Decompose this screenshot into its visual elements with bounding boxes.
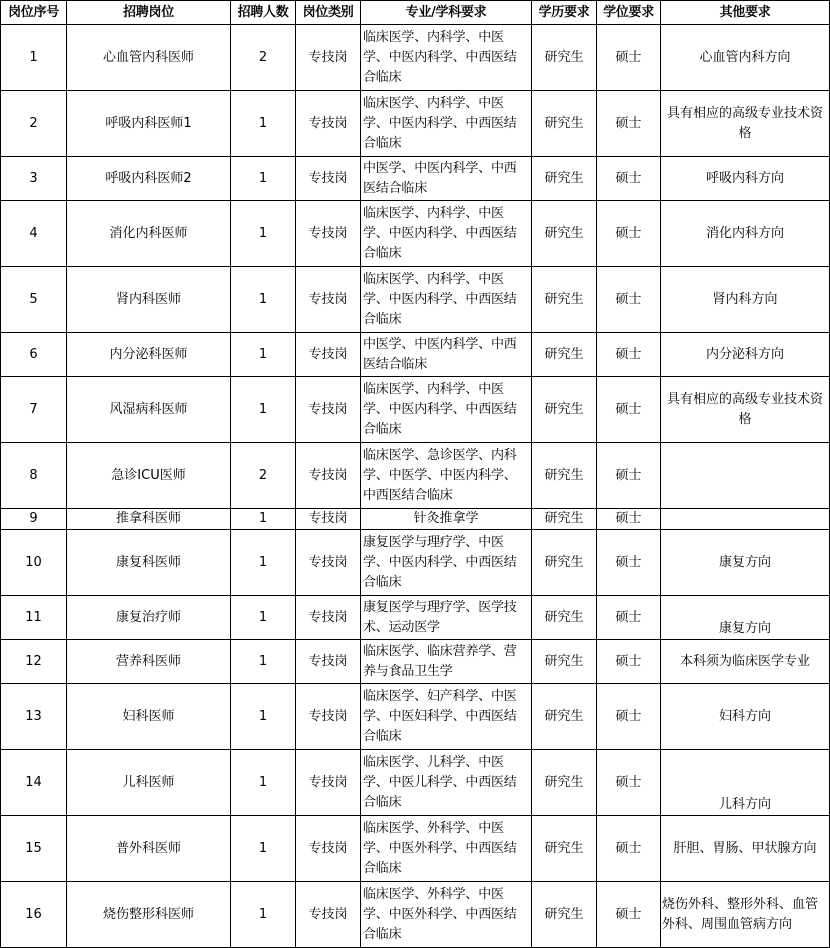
cell-other: 妇科方向	[661, 684, 830, 750]
cell-post-no: 6	[1, 333, 67, 377]
cell-degree: 硕士	[597, 91, 661, 157]
cell-other: 康复方向	[661, 596, 830, 640]
cell-major: 临床医学、内科学、中医学、中医内科学、中西医结合临床	[361, 377, 532, 443]
cell-degree: 硕士	[597, 596, 661, 640]
cell-degree: 硕士	[597, 377, 661, 443]
cell-count: 1	[231, 640, 296, 684]
cell-post: 普外科医师	[67, 816, 231, 882]
cell-count: 1	[231, 684, 296, 750]
table-row	[1, 640, 830, 684]
cell-post-no: 13	[1, 684, 67, 750]
cell-major: 针灸推拿学	[361, 509, 532, 530]
cell-post-no: 10	[1, 530, 67, 596]
cell-degree: 硕士	[597, 333, 661, 377]
cell-post: 肾内科医师	[67, 267, 231, 333]
cell-education: 研究生	[532, 684, 597, 750]
cell-category: 专技岗	[296, 157, 361, 201]
cell-category: 专技岗	[296, 509, 361, 530]
table-row	[1, 684, 830, 750]
cell-other: 烧伤外科、整形外科、血管外科、周围血管病方向	[661, 882, 830, 948]
cell-major: 临床医学、外科学、中医学、中医外科学、中西医结合临床	[361, 882, 532, 948]
cell-count: 1	[231, 530, 296, 596]
cell-degree: 硕士	[597, 25, 661, 91]
cell-degree: 硕士	[597, 157, 661, 201]
cell-education: 研究生	[532, 530, 597, 596]
cell-count: 1	[231, 267, 296, 333]
cell-post: 呼吸内科医师1	[67, 91, 231, 157]
table-row	[1, 201, 830, 267]
cell-count: 1	[231, 201, 296, 267]
cell-post: 急诊ICU医师	[67, 443, 231, 509]
cell-category: 专技岗	[296, 201, 361, 267]
cell-post: 内分泌科医师	[67, 333, 231, 377]
header-major: 专业/学科要求	[361, 1, 532, 25]
cell-other: 本科须为临床医学专业	[661, 640, 830, 684]
cell-education: 研究生	[532, 201, 597, 267]
cell-category: 专技岗	[296, 530, 361, 596]
cell-other	[661, 509, 830, 530]
cell-count: 1	[231, 91, 296, 157]
cell-count: 1	[231, 157, 296, 201]
cell-category: 专技岗	[296, 443, 361, 509]
cell-post: 呼吸内科医师2	[67, 157, 231, 201]
table-row	[1, 530, 830, 596]
cell-post: 康复科医师	[67, 530, 231, 596]
cell-other: 内分泌科方向	[661, 333, 830, 377]
cell-degree: 硕士	[597, 684, 661, 750]
table-row	[1, 509, 830, 530]
table-row	[1, 750, 830, 816]
cell-post-no: 1	[1, 25, 67, 91]
table-row	[1, 91, 830, 157]
table-row	[1, 267, 830, 333]
cell-post: 康复治疗师	[67, 596, 231, 640]
cell-post-no: 16	[1, 882, 67, 948]
cell-other: 儿科方向	[661, 750, 830, 816]
cell-other: 消化内科方向	[661, 201, 830, 267]
header-other: 其他要求	[661, 1, 830, 25]
cell-post-no: 9	[1, 509, 67, 530]
cell-count: 2	[231, 443, 296, 509]
cell-post-no: 3	[1, 157, 67, 201]
cell-education: 研究生	[532, 333, 597, 377]
cell-education: 研究生	[532, 443, 597, 509]
cell-degree: 硕士	[597, 201, 661, 267]
cell-post-no: 4	[1, 201, 67, 267]
cell-category: 专技岗	[296, 684, 361, 750]
header-degree: 学位要求	[597, 1, 661, 25]
cell-major: 中医学、中医内科学、中西医结合临床	[361, 157, 532, 201]
cell-major: 临床医学、内科学、中医学、中医内科学、中西医结合临床	[361, 25, 532, 91]
cell-education: 研究生	[532, 267, 597, 333]
cell-other: 肝胆、胃肠、甲状腺方向	[661, 816, 830, 882]
cell-major: 临床医学、内科学、中医学、中医内科学、中西医结合临床	[361, 267, 532, 333]
cell-education: 研究生	[532, 509, 597, 530]
cell-other: 心血管内科方向	[661, 25, 830, 91]
cell-other	[661, 443, 830, 509]
cell-degree: 硕士	[597, 509, 661, 530]
cell-count: 1	[231, 509, 296, 530]
cell-education: 研究生	[532, 596, 597, 640]
cell-post: 推拿科医师	[67, 509, 231, 530]
cell-category: 专技岗	[296, 91, 361, 157]
table-row	[1, 596, 830, 640]
cell-major: 临床医学、儿科学、中医学、中医儿科学、中西医结合临床	[361, 750, 532, 816]
cell-post-no: 14	[1, 750, 67, 816]
cell-degree: 硕士	[597, 882, 661, 948]
cell-other: 呼吸内科方向	[661, 157, 830, 201]
table-row	[1, 25, 830, 91]
cell-post-no: 8	[1, 443, 67, 509]
cell-post: 烧伤整形科医师	[67, 882, 231, 948]
cell-count: 1	[231, 333, 296, 377]
cell-education: 研究生	[532, 640, 597, 684]
cell-other: 具有相应的高级专业技术资格	[661, 377, 830, 443]
cell-major: 临床医学、内科学、中医学、中医内科学、中西医结合临床	[361, 91, 532, 157]
cell-category: 专技岗	[296, 882, 361, 948]
cell-post-no: 15	[1, 816, 67, 882]
cell-degree: 硕士	[597, 816, 661, 882]
cell-category: 专技岗	[296, 640, 361, 684]
header-row	[1, 1, 830, 25]
cell-post: 妇科医师	[67, 684, 231, 750]
cell-post: 儿科医师	[67, 750, 231, 816]
cell-degree: 硕士	[597, 530, 661, 596]
header-count: 招聘人数	[231, 1, 296, 25]
cell-category: 专技岗	[296, 596, 361, 640]
cell-category: 专技岗	[296, 333, 361, 377]
cell-category: 专技岗	[296, 816, 361, 882]
cell-degree: 硕士	[597, 640, 661, 684]
cell-post: 心血管内科医师	[67, 25, 231, 91]
cell-count: 1	[231, 816, 296, 882]
cell-degree: 硕士	[597, 443, 661, 509]
cell-education: 研究生	[532, 750, 597, 816]
cell-count: 1	[231, 750, 296, 816]
table-row	[1, 816, 830, 882]
table-row	[1, 443, 830, 509]
cell-post-no: 2	[1, 91, 67, 157]
cell-major: 康复医学与理疗学、医学技术、运动医学	[361, 596, 532, 640]
cell-category: 专技岗	[296, 267, 361, 333]
cell-category: 专技岗	[296, 377, 361, 443]
cell-category: 专技岗	[296, 750, 361, 816]
header-post: 招聘岗位	[67, 1, 231, 25]
table-row	[1, 157, 830, 201]
cell-education: 研究生	[532, 816, 597, 882]
cell-post: 营养科医师	[67, 640, 231, 684]
table-row	[1, 377, 830, 443]
cell-major: 临床医学、急诊医学、内科学、中医学、中医内科学、中西医结合临床	[361, 443, 532, 509]
cell-category: 专技岗	[296, 25, 361, 91]
cell-post: 消化内科医师	[67, 201, 231, 267]
cell-education: 研究生	[532, 25, 597, 91]
cell-post: 风湿病科医师	[67, 377, 231, 443]
cell-count: 2	[231, 25, 296, 91]
cell-education: 研究生	[532, 157, 597, 201]
cell-count: 1	[231, 377, 296, 443]
cell-degree: 硕士	[597, 267, 661, 333]
cell-major: 临床医学、内科学、中医学、中医内科学、中西医结合临床	[361, 201, 532, 267]
header-category: 岗位类别	[296, 1, 361, 25]
cell-degree: 硕士	[597, 750, 661, 816]
cell-count: 1	[231, 596, 296, 640]
cell-count: 1	[231, 882, 296, 948]
cell-major: 临床医学、妇产科学、中医学、中医妇科学、中西医结合临床	[361, 684, 532, 750]
cell-major: 中医学、中医内科学、中西医结合临床	[361, 333, 532, 377]
cell-other: 具有相应的高级专业技术资格	[661, 91, 830, 157]
cell-education: 研究生	[532, 882, 597, 948]
cell-major: 临床医学、临床营养学、营养与食品卫生学	[361, 640, 532, 684]
cell-other: 肾内科方向	[661, 267, 830, 333]
cell-post-no: 12	[1, 640, 67, 684]
table-row	[1, 882, 830, 948]
cell-post-no: 7	[1, 377, 67, 443]
cell-post-no: 11	[1, 596, 67, 640]
table-row	[1, 333, 830, 377]
cell-major: 康复医学与理疗学、中医学、中医内科学、中西医结合临床	[361, 530, 532, 596]
cell-major: 临床医学、外科学、中医学、中医外科学、中西医结合临床	[361, 816, 532, 882]
cell-education: 研究生	[532, 377, 597, 443]
cell-post-no: 5	[1, 267, 67, 333]
header-education: 学历要求	[532, 1, 597, 25]
cell-education: 研究生	[532, 91, 597, 157]
cell-other: 康复方向	[661, 530, 830, 596]
header-post-no: 岗位序号	[1, 1, 67, 25]
